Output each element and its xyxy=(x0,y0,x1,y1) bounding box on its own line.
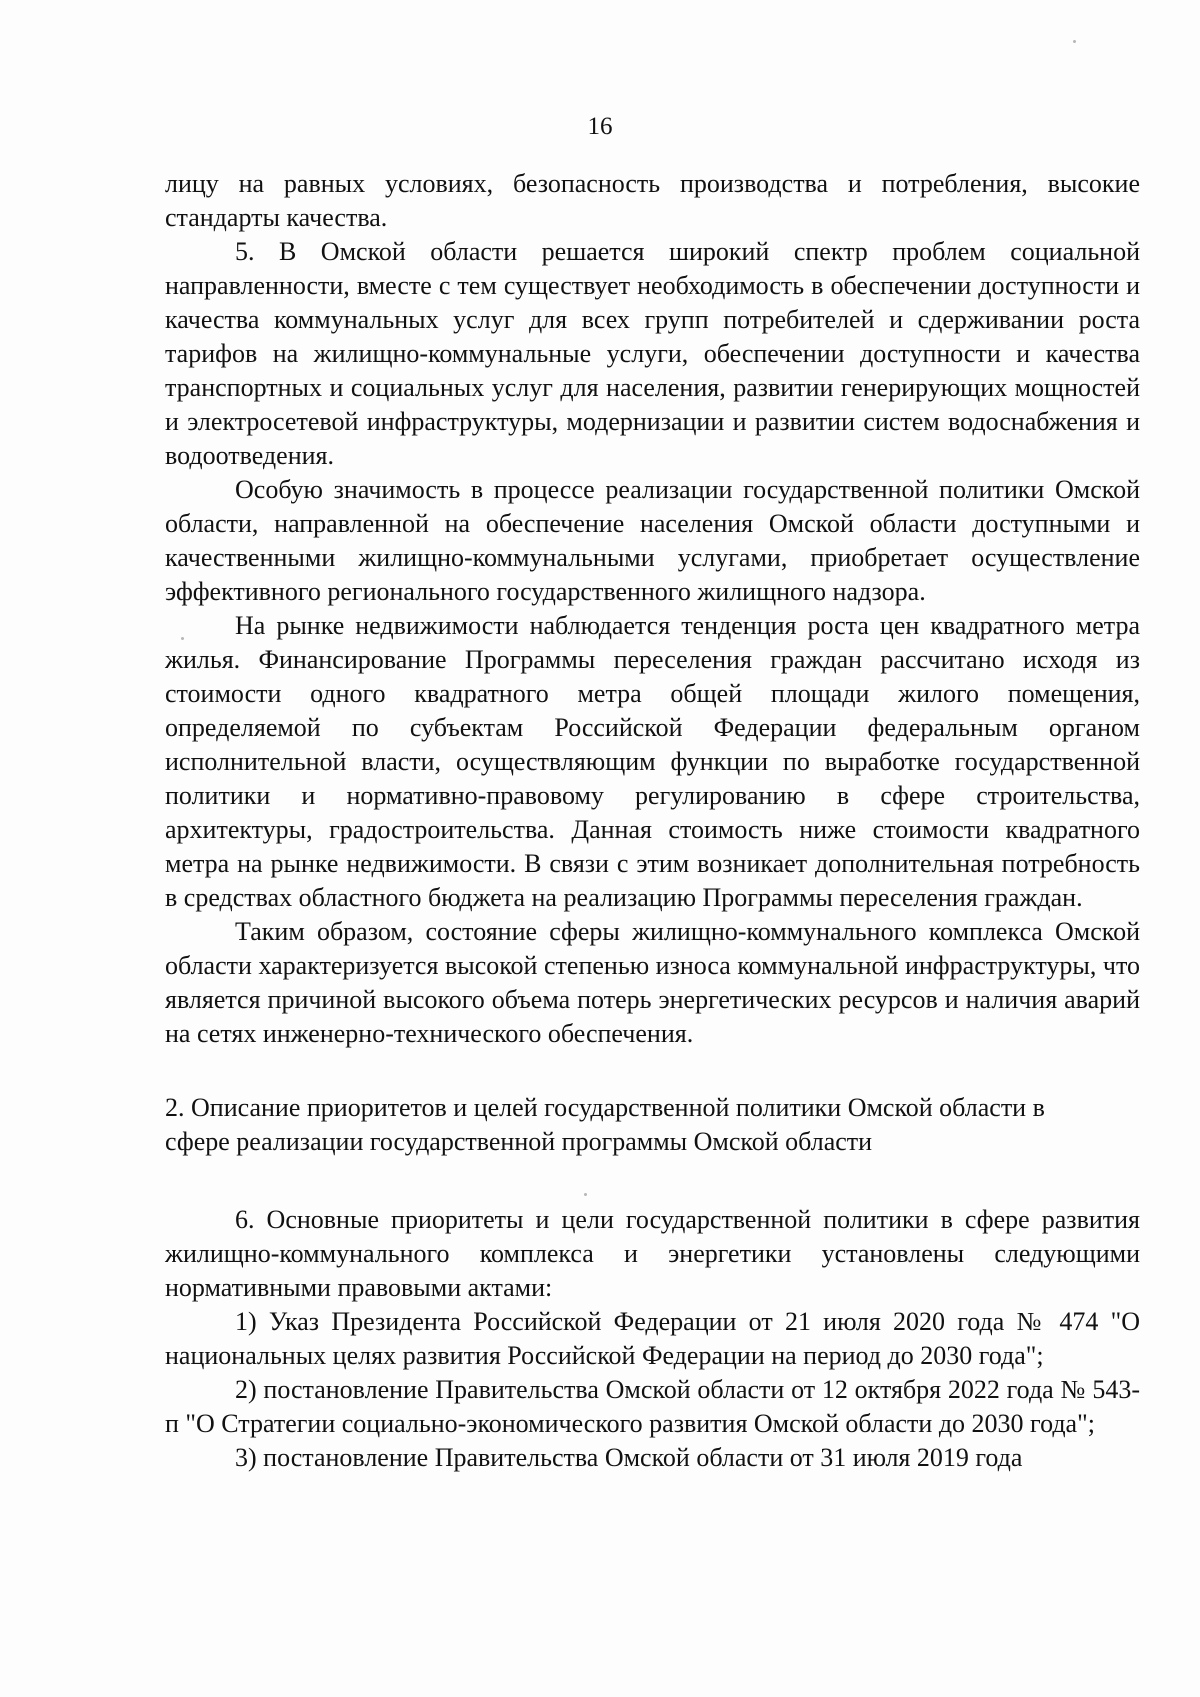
section-heading-line-2: сфере реализации государственной программы Омской области xyxy=(165,1127,873,1156)
paragraph-item-5: 5. В Омской области решается широкий спектр проблем социальной направленности, вместе с тем существует необходимость в обеспечении доступности и качества коммунальных услуг для всех групп потребителей и сдерживании роста тарифов на жилищно-коммунальные услуги, обеспечении доступности и качества транспортных и социальных услуг для населения, развитии генерирующих мощностей и электросетевой инфраструктуры, модернизации и развитии систем водоснабжения и водоотведения. xyxy=(165,237,1140,470)
spacer xyxy=(165,1159,1140,1203)
paragraph-conclusion: Таким образом, состояние сферы жилищно-коммунального комплекса Омской области характеризуется высокой степенью износа коммунальной инфраструктуры, что является причиной высокого объема потерь энергетических ресурсов и наличия аварий на сетях инженерно-технического обеспечения. xyxy=(165,917,1140,1048)
page-number: 16 xyxy=(587,113,613,140)
scan-speck xyxy=(1073,40,1076,43)
paragraph-housing-supervision: Особую значимость в процессе реализации государственной политики Омской области, направленной на обеспечение населения Омской области доступными и качественными жилищно-коммунальными услугами, приобретает осуществление эффективного регионального государственного жилищного надзора. xyxy=(165,475,1140,606)
section-heading-line-1: 2. Описание приоритетов и целей государственной политики Омской области в xyxy=(165,1093,1045,1122)
document-body xyxy=(165,167,1140,1475)
list-item-2: 2) постановление Правительства Омской области от 12 октября 2022 года № 543-п "О Стратегии социально-экономического развития Омской области до 2030 года"; xyxy=(165,1375,1140,1438)
scan-speck xyxy=(584,1193,587,1196)
list-item-3: 3) постановление Правительства Омской области от 31 июля 2019 года xyxy=(235,1443,1023,1472)
paragraph-item-6: 6. Основные приоритеты и цели государственной политики в сфере развития жилищно-коммунального комплекса и энергетики установлены следующими нормативными правовыми актами: xyxy=(165,1205,1140,1302)
list-item-1: 1) Указ Президента Российской Федерации от 21 июля 2020 года № 474 "О национальных целях развития Российской Федерации на период до 2030 года"; xyxy=(165,1307,1140,1370)
spacer xyxy=(165,1051,1140,1091)
scan-speck xyxy=(181,637,184,640)
paragraph-continuation: лицу на равных условиях, безопасность производства и потребления, высокие стандарты качества. xyxy=(165,169,1140,232)
paragraph-real-estate-market: На рынке недвижимости наблюдается тенденция роста цен квадратного метра жилья. Финансирование Программы переселения граждан рассчитано исходя из стоимости одного квадратного метра общей площади жилого помещения, определяемой по субъектам Российской Федерации федеральным органом исполнительной власти, осуществляющим функции по выработке государственной политики и нормативно-правовому регулированию в сфере строительства, архитектуры, градостроительства. Данная стоимость ниже стоимости квадратного метра на рынке недвижимости. В связи с этим возникает дополнительная потребность в средствах областного бюджета на реализацию Программы переселения граждан. xyxy=(165,611,1140,912)
